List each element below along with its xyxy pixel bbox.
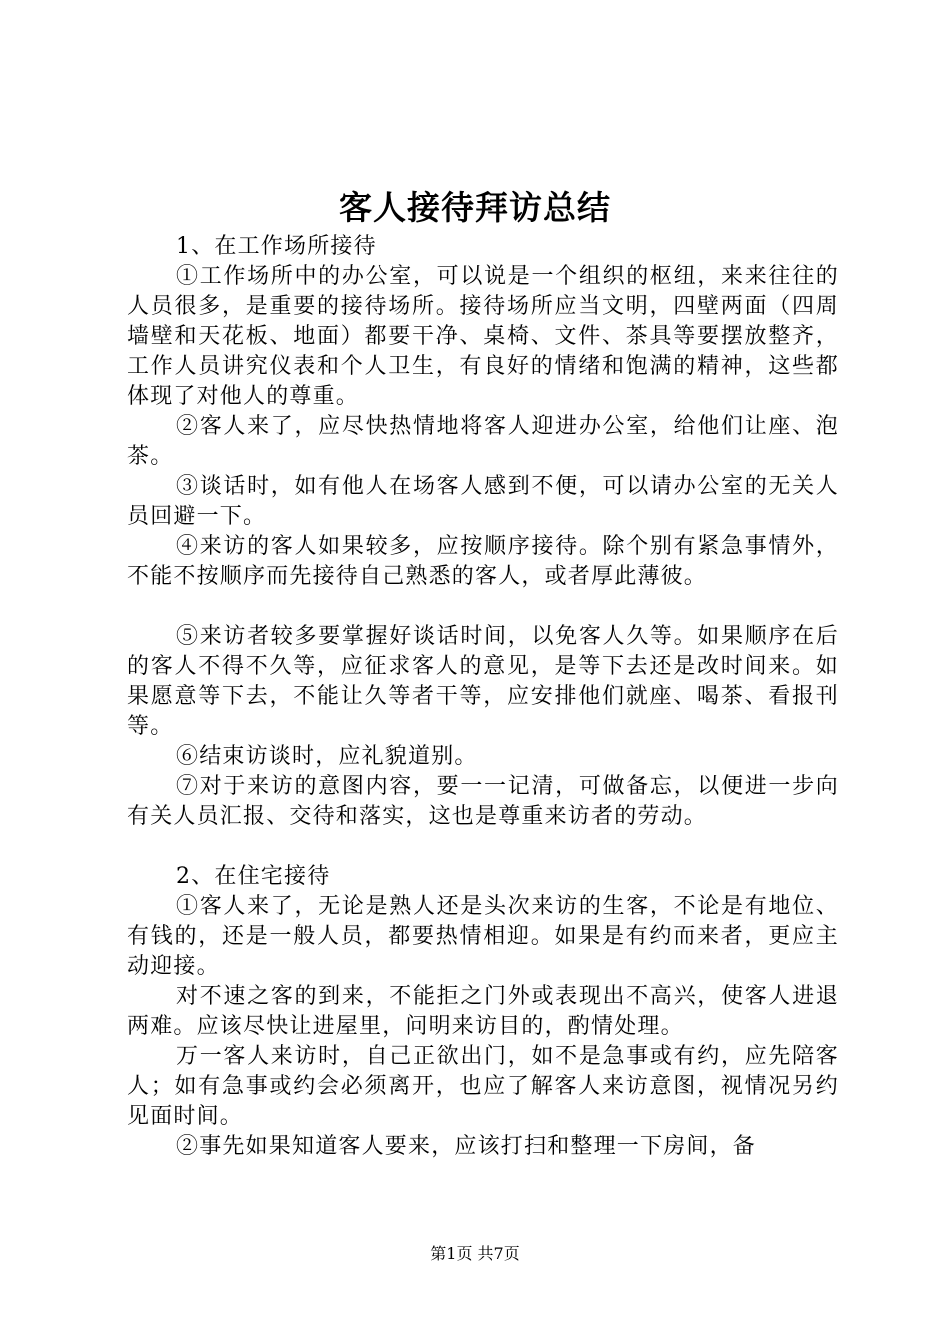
document-body [127,232,839,1162]
paragraph: ①工作场所中的办公室，可以说是一个组织的枢纽，来来往往的人员很多，是重要的接待场所。接待场所应当文明，四壁两面（四周墙壁和天花板、地面）都要干净、桌椅、文件、茶具等要摆放整齐，工作人员讲究仪表和个人卫生，有良好的情绪和饱满的精神，这些都体现了对他人的尊重。 [127,264,839,409]
paragraph: ④来访的客人如果较多，应按顺序接待。除个别有紧急事情外，不能不按顺序而先接待自己熟悉的客人，或者厚此薄彼。 [127,534,839,589]
page-footer: 第1页 共7页 [430,1244,520,1263]
section-heading: 2、在住宅接待 [176,864,331,889]
document-title: 客人接待拜访总结 [339,188,611,227]
paragraph: ⑥结束访谈时，应礼貌道别。 [176,744,478,769]
paragraph: ②事先如果知道客人要来，应该打扫和整理一下房间，备 [176,1134,757,1159]
section-heading: 1、在工作场所接待 [176,234,377,259]
paragraph: ⑦对于来访的意图内容，要一一记清，可做备忘，以便进一步向有关人员汇报、交待和落实，这也是尊重来访者的劳动。 [127,774,839,829]
paragraph: ③谈话时，如有他人在场客人感到不便，可以请办公室的无关人员回避一下。 [127,474,839,529]
paragraph: ⑤来访者较多要掌握好谈话时间，以免客人久等。如果顺序在后的客人不得不久等，应征求客人的意见，是等下去还是改时间来。如果愿意等下去，不能让久等者干等，应安排他们就座、喝茶、看报刊等。 [127,624,839,739]
paragraph: ②客人来了，应尽快热情地将客人迎进办公室，给他们让座、泡茶。 [127,414,839,469]
paragraph: ①客人来了，无论是熟人还是头次来访的生客，不论是有地位、有钱的，还是一般人员，都要热情相迎。如果是有约而来者，更应主动迎接。 [127,894,839,979]
paragraph: 对不速之客的到来，不能拒之门外或表现出不高兴，使客人进退两难。应该尽快让进屋里，问明来访目的，酌情处理。 [127,984,839,1039]
paragraph: 万一客人来访时，自己正欲出门，如不是急事或有约，应先陪客人；如有急事或约会必须离开，也应了解客人来访意图，视情况另约见面时间。 [127,1044,839,1129]
